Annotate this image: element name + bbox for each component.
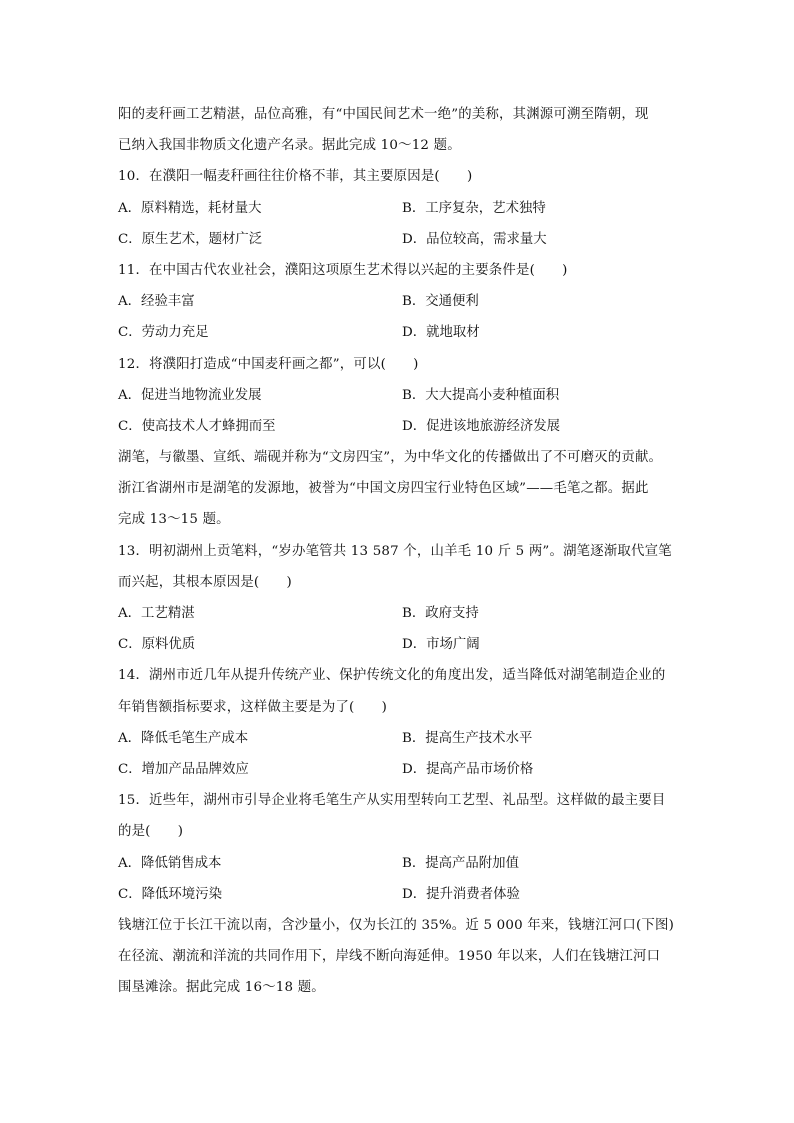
question-10-stem: 10．在濮阳一幅麦秆画往往价格不菲，其主要原因是( ) (118, 169, 473, 185)
question-15-option-b: B．提高产品附加值 (402, 855, 519, 871)
question-13-options-row-1 (118, 598, 678, 629)
question-13-stem-line-2: 而兴起，其根本原因是( ) (118, 574, 292, 590)
question-13-option-d: D．市场广阔 (402, 637, 480, 653)
question-11-options-row-2 (118, 317, 678, 348)
question-13-option-b: B．政府支持 (402, 606, 479, 621)
question-13-option-c: C．原料优质 (118, 637, 196, 653)
question-10-option-c: C．原生艺术，题材广泛 (118, 231, 263, 247)
question-12-option-b: B．大大提高小麦种植面积 (402, 387, 560, 403)
question-10-options-row-2 (118, 224, 678, 255)
question-14-option-a: A．降低毛笔生产成本 (118, 730, 249, 746)
question-12-options-row-1 (118, 380, 678, 411)
question-12-option-d: D．促进该地旅游经济发展 (402, 418, 561, 434)
question-12-stem: 12．将濮阳打造成“中国麦秆画之都”，可以( ) (118, 356, 419, 372)
question-14-stem-line-2: 年销售额指标要求，这样做主要是为了( ) (118, 699, 388, 715)
question-14-option-c: C．增加产品品牌效应 (118, 761, 249, 777)
page-content (118, 99, 678, 1003)
question-14-option-d: D．提高产品市场价格 (402, 761, 534, 777)
question-10-option-d: D．品位较高，需求量大 (402, 231, 547, 247)
question-13-option-a: A．工艺精湛 (118, 606, 195, 621)
question-15-stem-line-1: 15．近些年，湖州市引导企业将毛笔生产从实用型转向工艺型、礼品型。这样做的最主要目 (118, 793, 666, 809)
question-14-options-row-1 (118, 723, 678, 754)
question-11-option-c: C．劳动力充足 (118, 325, 209, 341)
question-14-option-b: B．提高生产技术水平 (402, 730, 533, 746)
passage-1-line-1: 阳的麦秆画工艺精湛，品位高雅，有“中国民间艺术一绝”的美称，其渊源可溯至隋朝，现 (118, 107, 649, 122)
question-14-stem-line-1: 14．湖州市近几年从提升传统产业、保护传统文化的角度出发，适当降低对湖笔制造企业的 (118, 668, 666, 684)
question-15-options-row-2 (118, 879, 678, 910)
passage-2-line-3: 完成 13～15 题。 (118, 512, 230, 528)
question-11-option-b: B．交通便利 (402, 294, 479, 310)
passage-3-line-3: 围垦滩涂。据此完成 16～18 题。 (118, 980, 325, 996)
question-10-option-a: A．原料精选，耗材量大 (118, 200, 262, 216)
passage-3-line-1: 钱塘江位于长江干流以南，含沙量小，仅为长江的 35%。近 5 000 年来，钱塘江河口(下图) (118, 917, 674, 933)
question-15-options-row-1 (118, 848, 678, 879)
question-14-options-row-2 (118, 754, 678, 785)
question-11-option-d: D．就地取材 (402, 325, 480, 341)
passage-1-line-2: 已纳入我国非物质文化遗产名录。据此完成 10～12 题。 (118, 138, 461, 154)
question-12-options-row-2 (118, 411, 678, 442)
question-10-option-b: B．工序复杂，艺术独特 (402, 200, 546, 216)
question-11-option-a: A．经验丰富 (118, 294, 195, 310)
passage-2-line-1: 湖笔，与徽墨、宣纸、端砚并称为“文房四宝”，为中华文化的传播做出了不可磨灭的贡献。 (118, 450, 663, 466)
question-11-options-row-1 (118, 286, 678, 317)
passage-3-line-2: 在径流、潮流和洋流的共同作用下，岸线不断向海延伸。1950 年以来，人们在钱塘江河口 (118, 949, 661, 965)
question-15-option-a: A．降低销售成本 (118, 855, 222, 871)
question-11-stem: 11．在中国古代农业社会，濮阳这项原生艺术得以兴起的主要条件是( ) (118, 262, 568, 278)
question-15-option-d: D．提升消费者体验 (402, 886, 520, 902)
question-15-option-c: C．降低环境污染 (118, 886, 222, 902)
passage-2-line-2: 浙江省湖州市是湖笔的发源地，被誉为“中国文房四宝行业特色区域”——毛笔之都。据此 (118, 481, 649, 497)
question-12-option-c: C．使高技术人才蜂拥而至 (118, 418, 276, 434)
question-13-stem-line-1: 13．明初湖州上贡笔料，“岁办笔管共 13 587 个，山羊毛 10 斤 5 两”。湖笔逐渐取代宣笔 (118, 543, 672, 559)
question-15-stem-line-2: 的是( ) (118, 824, 184, 840)
question-12-option-a: A．促进当地物流业发展 (118, 387, 262, 403)
question-10-options-row-1 (118, 193, 678, 224)
question-13-options-row-2 (118, 629, 678, 660)
